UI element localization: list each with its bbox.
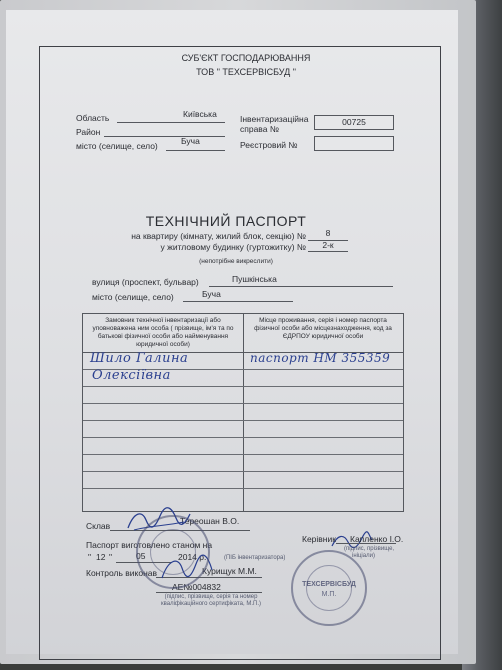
- stamp-company-name: ТЕХСЕРВІСБУД: [302, 581, 356, 588]
- customer-table: [82, 313, 404, 512]
- table-row: [83, 488, 403, 489]
- header-line-2: ТОВ " ТЕХСЕРВІСБУД ": [196, 67, 296, 77]
- inventory-label-2: справа №: [240, 124, 279, 134]
- address-city-value: Буча: [202, 289, 221, 299]
- title-sub-2: у житловому будинку (гуртожитку) №: [160, 242, 306, 252]
- control-label: Контроль виконав: [86, 568, 158, 578]
- building-number-line: [308, 251, 348, 252]
- signature-caption: (підпис, прізвище, серія та номер кваліфікаційного сертифіката, М.П.): [161, 594, 261, 607]
- header-line-1: СУБ'ЄКТ ГОСПОДАРЮВАННЯ: [181, 53, 311, 63]
- oblast-value: Київська: [183, 109, 217, 119]
- street-line: [209, 286, 393, 287]
- register-label: Реєстровий №: [240, 140, 298, 150]
- head-caption-2: ініціали): [352, 553, 375, 559]
- table-row: [83, 403, 403, 404]
- table-column-divider: [243, 314, 244, 511]
- certifier-caption: (ПІБ інвентаризатора): [224, 555, 286, 561]
- certificate-number: АЕ№004832: [172, 582, 221, 592]
- document-page: [6, 10, 458, 654]
- table-row: [83, 386, 403, 387]
- certificate-line: [156, 592, 262, 593]
- customer-name-line-1: Шило Галина: [90, 351, 189, 366]
- compiled-name: Тереошан В.О.: [180, 516, 240, 526]
- head-name: Капленко І.О.: [350, 534, 404, 544]
- oblast-line: [117, 122, 225, 123]
- table-row: [83, 420, 403, 421]
- inventory-number-box: 00725: [314, 115, 394, 130]
- table-row: [83, 437, 403, 438]
- table-row: [83, 454, 403, 455]
- control-name: Курищук М.М.: [202, 566, 257, 576]
- table-header-customer: Замовник технічної інвентаризації або уповноважена ним особа ( прізвище, ім'я та по батькові фізичної особи або найменування юридичної особи): [92, 317, 234, 348]
- address-city-label: місто (селище, село): [92, 292, 174, 302]
- date-year: 2014 р.: [178, 552, 207, 562]
- left-stamp-inner-ring: [150, 529, 196, 575]
- register-number-box: [314, 136, 394, 151]
- date-day-close: ": [109, 552, 113, 562]
- address-city-line: [183, 301, 293, 302]
- title-sub-1: на квартиру (кімнату, жилий блок, секцію) №: [131, 231, 306, 241]
- building-number: 2-к: [322, 240, 334, 250]
- date-label: Паспорт виготовлено станом на: [86, 540, 213, 550]
- raion-line: [104, 136, 225, 137]
- customer-name-line-2: Олексіївна: [92, 368, 171, 383]
- company-round-stamp: [291, 550, 367, 626]
- date-month: 05: [136, 551, 146, 561]
- stamp-mp: М.П.: [321, 591, 337, 598]
- left-round-stamp: [136, 515, 210, 589]
- compiled-label: Склав: [86, 521, 111, 531]
- street-value: Пушкінська: [232, 274, 277, 284]
- date-day: 12: [96, 552, 106, 562]
- head-caption: (підпис, прізвище,: [344, 546, 395, 552]
- customer-passport: паспорт НМ 355359: [250, 351, 391, 365]
- city-value: Буча: [181, 136, 200, 146]
- strike-note: (непотрібне викреслити): [199, 258, 273, 265]
- table-header-address: Місце проживання, серія і номер паспорта фізичної особи або місцезнаходження, код за ЄДРПОУ юридичної особи: [254, 317, 392, 340]
- table-row: [83, 471, 403, 472]
- inventory-label-1: Інвентаризаційна: [240, 114, 309, 124]
- apartment-number: 8: [325, 228, 331, 238]
- document-title: ТЕХНІЧНИЙ ПАСПОРТ: [145, 213, 307, 229]
- head-label: Керівник: [302, 534, 336, 544]
- oblast-label: Область: [76, 113, 110, 123]
- city-line: [166, 150, 225, 151]
- raion-label: Район: [76, 127, 101, 137]
- city-label: місто (селище, село): [76, 141, 158, 151]
- street-label: вулиця (проспект, бульвар): [92, 277, 199, 287]
- date-day-open: ": [88, 552, 92, 562]
